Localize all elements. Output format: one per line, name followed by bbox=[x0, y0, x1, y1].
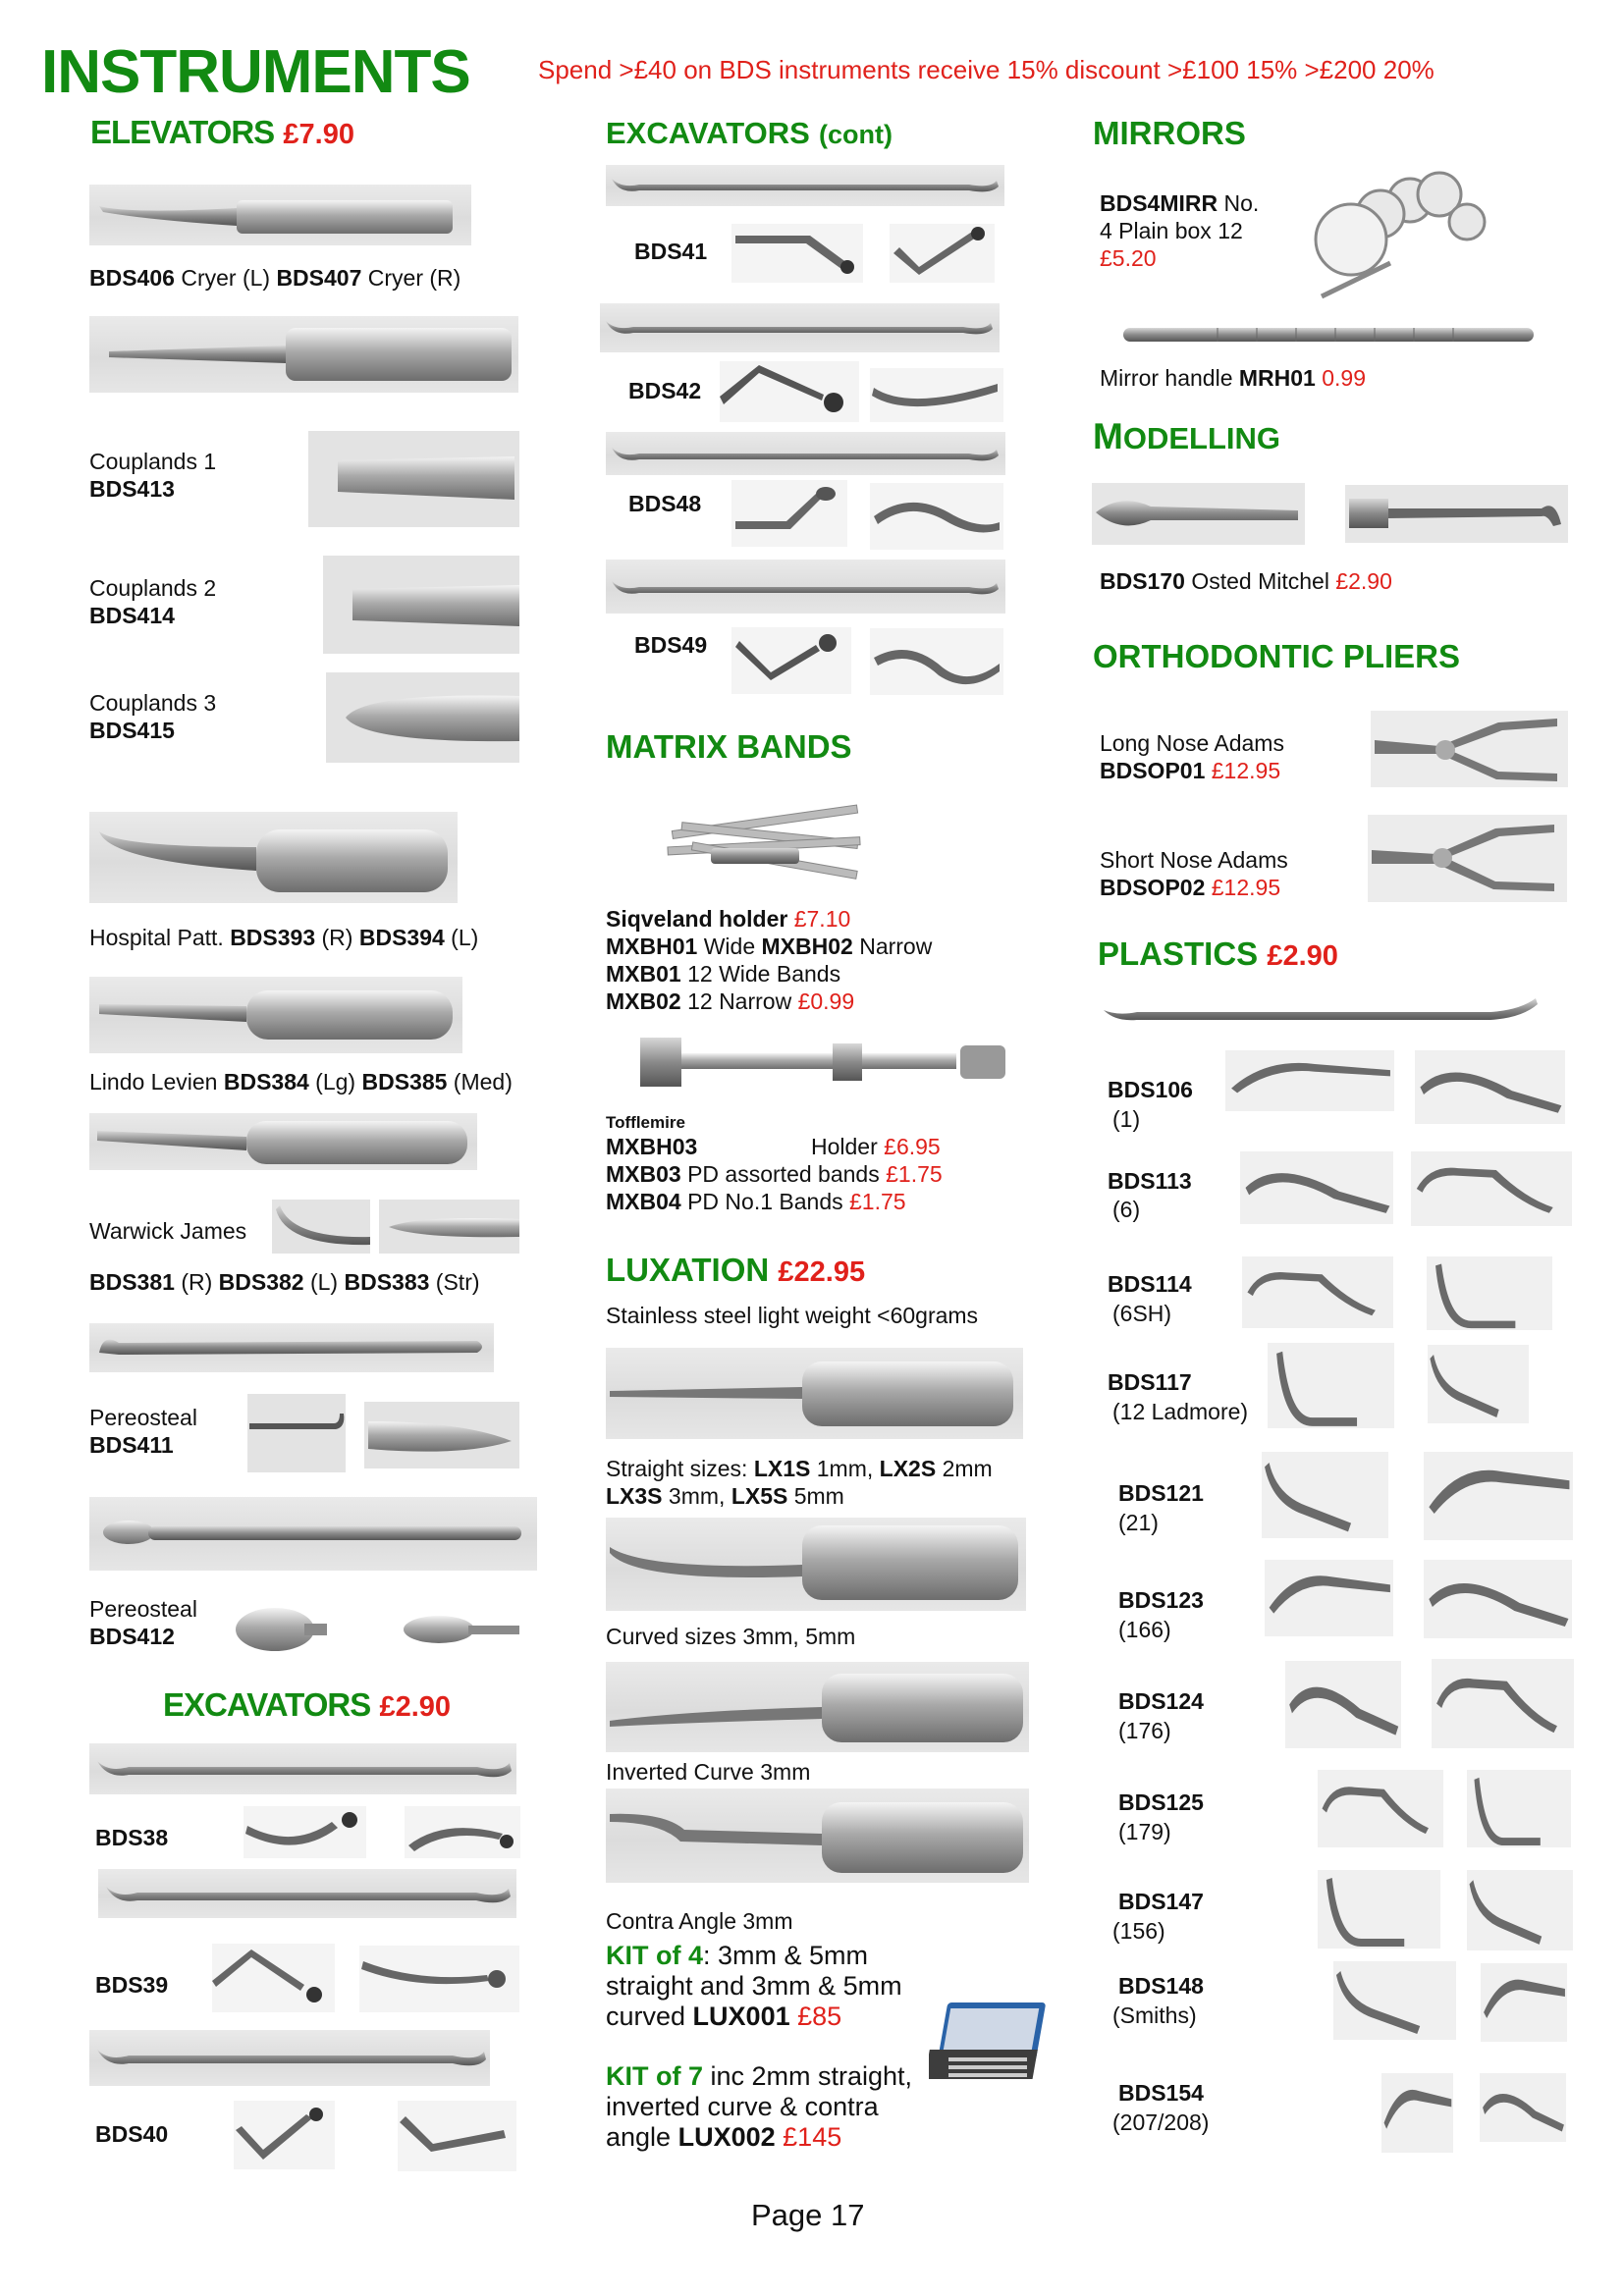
plastics-item-code: BDS148 bbox=[1118, 1973, 1204, 1999]
plastics-item-number: (6SH) bbox=[1112, 1301, 1172, 1326]
luxation-straight-line-2: LX3S 3mm, LX5S 5mm bbox=[606, 1483, 844, 1509]
plastics-item-image bbox=[1415, 1050, 1565, 1124]
bds38-tip-image-2 bbox=[405, 1806, 520, 1858]
section-title-initial: M bbox=[1093, 416, 1123, 456]
bds39-image bbox=[98, 1869, 516, 1918]
tofflemire-image bbox=[636, 1028, 1009, 1098]
pereosteal2-tip-image-2 bbox=[400, 1602, 519, 1656]
plastics-item-image bbox=[1467, 1770, 1571, 1847]
kit7-line-1: KIT of 7 inc 2mm straight, bbox=[606, 2061, 913, 2091]
section-price: £22.95 bbox=[778, 1256, 866, 1288]
section-price: £7.90 bbox=[283, 119, 354, 150]
section-excavators bbox=[163, 1686, 451, 1726]
lindo-caption: Lindo Levien BDS384 (Lg) BDS385 (Med) bbox=[89, 1069, 513, 1095]
long-nose-code-line: BDSOP01 £12.95 bbox=[1100, 758, 1281, 783]
section-title: EXCAVATORS bbox=[606, 116, 810, 150]
osted-mitchel-image-2 bbox=[1345, 485, 1568, 543]
kit4-line-3: curved LUX001 £85 bbox=[606, 2002, 842, 2031]
mirrors-price: £5.20 bbox=[1100, 245, 1157, 271]
plastics-item-code: BDS147 bbox=[1118, 1889, 1204, 1914]
bds40-tip-image-1 bbox=[234, 2101, 335, 2169]
bds48-label: BDS48 bbox=[628, 491, 702, 516]
long-nose-name: Long Nose Adams bbox=[1100, 730, 1284, 756]
mirrors-line-1: BDS4MIRR No. bbox=[1100, 190, 1260, 216]
plastics-item-code: BDS154 bbox=[1118, 2080, 1204, 2106]
pereosteal2-name: Pereosteal bbox=[89, 1596, 197, 1622]
kit4-line-1: KIT of 4: 3mm & 5mm bbox=[606, 1941, 869, 1970]
bds41-label: BDS41 bbox=[634, 239, 708, 264]
tofflemire-line-1: MXBH03 bbox=[606, 1134, 698, 1159]
plastics-item-number: (166) bbox=[1118, 1617, 1171, 1642]
luxation-contra-image bbox=[606, 1789, 1029, 1883]
pereosteal1-tip-image-1 bbox=[247, 1394, 346, 1472]
couplands1-image bbox=[308, 431, 519, 527]
plastics-item-image bbox=[1318, 1770, 1443, 1847]
pereosteal-411-image bbox=[89, 1323, 494, 1372]
bds42-label: BDS42 bbox=[628, 378, 702, 403]
matrix-bands-image bbox=[662, 789, 871, 890]
plastics-item-code: BDS124 bbox=[1118, 1688, 1204, 1714]
section-matrix-bands: MATRIX BANDS bbox=[606, 728, 852, 765]
bds48-image bbox=[606, 432, 1005, 475]
hospital-patt-image bbox=[89, 812, 458, 903]
plastics-item-code: BDS125 bbox=[1118, 1789, 1204, 1815]
kit7-line-3: angle LUX002 £145 bbox=[606, 2122, 842, 2152]
bds39-tip-image-1 bbox=[212, 1944, 335, 2012]
mirror-handle-line: Mirror handle MRH01 0.99 bbox=[1100, 365, 1367, 391]
tofflemire-line-2: MXB03 PD assorted bands £1.75 bbox=[606, 1161, 943, 1187]
pereosteal-412-image bbox=[89, 1497, 537, 1571]
plastics-item-code: BDS106 bbox=[1108, 1077, 1193, 1102]
plastics-item-number: (Smiths) bbox=[1112, 2002, 1197, 2028]
plastics-item-number: (1) bbox=[1112, 1106, 1141, 1132]
luxation-straight-image bbox=[606, 1348, 1023, 1439]
lindo-levien-image bbox=[89, 977, 462, 1053]
plastics-item-code: BDS117 bbox=[1108, 1369, 1192, 1395]
couplands3-code: BDS415 bbox=[89, 718, 175, 743]
couplands2-code: BDS414 bbox=[89, 603, 175, 628]
luxation-contra-label: Contra Angle 3mm bbox=[606, 1908, 793, 1934]
pereosteal2-code: BDS412 bbox=[89, 1624, 175, 1649]
couplands-elevator-image bbox=[89, 316, 518, 393]
hospital-caption: Hospital Patt. BDS393 (R) BDS394 (L) bbox=[89, 925, 479, 950]
bds49-tip-image-2 bbox=[870, 628, 1003, 695]
luxation-subtitle: Stainless steel light weight <60grams bbox=[606, 1303, 979, 1328]
plastics-item-image bbox=[1424, 1560, 1572, 1638]
luxation-curved-image bbox=[606, 1518, 1026, 1611]
short-nose-pliers-image bbox=[1368, 815, 1567, 902]
section-mirrors: MIRRORS bbox=[1093, 115, 1246, 151]
pereosteal1-name: Pereosteal bbox=[89, 1405, 197, 1430]
section-title: PLASTICS bbox=[1098, 935, 1259, 972]
kit4-line-2: straight and 3mm & 5mm bbox=[606, 1971, 902, 2001]
section-title-suffix: (cont) bbox=[819, 120, 893, 149]
luxation-straight-line-1: Straight sizes: LX1S 1mm, LX2S 2mm bbox=[606, 1456, 993, 1481]
osted-mitchel-image-1 bbox=[1092, 483, 1305, 545]
warwick-tip-image-2 bbox=[379, 1200, 519, 1254]
pereosteal2-tip-image-1 bbox=[236, 1602, 327, 1656]
section-price: £2.90 bbox=[379, 1691, 452, 1723]
couplands2-image bbox=[323, 556, 519, 654]
bds38-tip-image-1 bbox=[244, 1806, 366, 1858]
tofflemire-holder: Holder £6.95 bbox=[811, 1134, 941, 1159]
plastics-item-number: (21) bbox=[1118, 1510, 1159, 1535]
plastics-item-number: (156) bbox=[1112, 1918, 1165, 1944]
plastics-item-code: BDS123 bbox=[1118, 1587, 1204, 1613]
section-price: £2.90 bbox=[1267, 940, 1338, 972]
plastics-item-image bbox=[1265, 1560, 1393, 1636]
section-excavators-cont bbox=[606, 114, 893, 153]
bds38-image bbox=[89, 1743, 516, 1794]
pereosteal1-code: BDS411 bbox=[89, 1432, 174, 1458]
warwick-name: Warwick James bbox=[89, 1218, 247, 1244]
plastics-item-number: (179) bbox=[1118, 1819, 1171, 1844]
plastics-item-image bbox=[1424, 1452, 1573, 1540]
bds42-tip-image-1 bbox=[720, 361, 859, 422]
section-title: LUXATION bbox=[606, 1252, 770, 1288]
matrix-line-3: MXB01 12 Wide Bands bbox=[606, 961, 841, 987]
page-number: Page 17 bbox=[751, 2198, 865, 2232]
warwick-tip-image-1 bbox=[272, 1200, 370, 1254]
couplands3-name: Couplands 3 bbox=[89, 690, 217, 716]
bds42-tip-image-2 bbox=[870, 368, 1003, 422]
promo-text: Spend >£40 on BDS instruments receive 15% discount >£100 15% >£200 20% bbox=[538, 55, 1435, 84]
plastics-item-image bbox=[1481, 1963, 1567, 2042]
bds41-tip-image-2 bbox=[890, 224, 995, 283]
bds38-label: BDS38 bbox=[95, 1825, 169, 1850]
plastics-item-number: (12 Ladmore) bbox=[1112, 1399, 1249, 1424]
plastics-item-code: BDS114 bbox=[1108, 1271, 1192, 1297]
mirrors-image bbox=[1282, 169, 1490, 304]
plastics-item-image bbox=[1268, 1343, 1394, 1428]
luxation-inverted-label: Inverted Curve 3mm bbox=[606, 1759, 811, 1785]
plastics-item-number: (6) bbox=[1112, 1197, 1141, 1222]
bds48-tip-image-1 bbox=[731, 480, 847, 547]
plastics-item-image bbox=[1240, 1151, 1393, 1224]
plastics-item-image bbox=[1242, 1256, 1393, 1328]
cryer-elevator-image bbox=[89, 185, 471, 245]
short-nose-code-line: BDSOP02 £12.95 bbox=[1100, 875, 1281, 900]
osted-mitchel-line: BDS170 Osted Mitchel £2.90 bbox=[1100, 568, 1392, 594]
mirrors-line-2: 4 Plain box 12 bbox=[1100, 218, 1243, 243]
plastics-item-image bbox=[1428, 1345, 1529, 1423]
couplands1-name: Couplands 1 bbox=[89, 449, 217, 474]
short-nose-name: Short Nose Adams bbox=[1100, 847, 1288, 873]
luxation-curved-label: Curved sizes 3mm, 5mm bbox=[606, 1624, 856, 1649]
warwick-james-image bbox=[89, 1113, 477, 1170]
cryer-caption: BDS406 Cryer (L) BDS407 Cryer (R) bbox=[89, 265, 461, 291]
bds39-label: BDS39 bbox=[95, 1972, 169, 1998]
luxation-kit-image bbox=[929, 1999, 1052, 2095]
bds41-tip-image-1 bbox=[731, 224, 863, 283]
plastics-item-image bbox=[1432, 1659, 1574, 1748]
section-elevators bbox=[90, 114, 354, 153]
matrix-line-2: MXBH01 Wide MXBH02 Narrow bbox=[606, 934, 933, 959]
kit7-line-2: inverted curve & contra bbox=[606, 2092, 879, 2121]
section-orthodontic-pliers: ORTHODONTIC PLIERS bbox=[1093, 638, 1461, 674]
couplands3-image bbox=[326, 672, 519, 763]
bds49-image bbox=[606, 560, 1005, 614]
bds42-image bbox=[600, 303, 1000, 352]
plastics-item-code: BDS113 bbox=[1108, 1168, 1192, 1194]
long-nose-pliers-image bbox=[1371, 711, 1568, 787]
bds49-label: BDS49 bbox=[634, 632, 708, 658]
pereosteal1-tip-image-2 bbox=[364, 1402, 519, 1468]
luxation-inverted-image bbox=[606, 1662, 1029, 1752]
bds40-label: BDS40 bbox=[95, 2121, 169, 2147]
plastics-item-number: (207/208) bbox=[1112, 2109, 1210, 2135]
plastics-item-image bbox=[1333, 1961, 1456, 2040]
bds48-tip-image-2 bbox=[870, 483, 1003, 550]
plastics-item-number: (176) bbox=[1118, 1718, 1171, 1743]
section-plastics bbox=[1098, 935, 1338, 975]
bds49-tip-image-1 bbox=[731, 627, 851, 694]
couplands1-code: BDS413 bbox=[89, 476, 175, 502]
siqveland-line: Siqveland holder £7.10 bbox=[606, 906, 851, 932]
section-luxation bbox=[606, 1252, 865, 1291]
mirror-handle-image bbox=[1119, 318, 1538, 352]
plastics-item-image bbox=[1381, 2073, 1453, 2153]
couplands2-name: Couplands 2 bbox=[89, 575, 217, 601]
plastics-item-image bbox=[1467, 1870, 1573, 1950]
bds39-tip-image-2 bbox=[359, 1946, 519, 2012]
tofflemire-line-3: MXB04 PD No.1 Bands £1.75 bbox=[606, 1189, 906, 1214]
bds41-image bbox=[606, 165, 1004, 206]
plastics-item-image bbox=[1262, 1452, 1388, 1538]
plastics-item-image bbox=[1427, 1256, 1552, 1330]
tofflemire-label: Tofflemire bbox=[606, 1113, 685, 1132]
matrix-line-4: MXB02 12 Narrow £0.99 bbox=[606, 988, 855, 1014]
plastics-item-image bbox=[1480, 2073, 1566, 2142]
bds40-image bbox=[89, 2030, 490, 2086]
page-title: INSTRUMENTS bbox=[41, 38, 470, 106]
warwick-codes: BDS381 (R) BDS382 (L) BDS383 (Str) bbox=[89, 1269, 480, 1295]
section-title: ELEVATORS bbox=[90, 114, 275, 150]
section-title: ODELLING bbox=[1122, 421, 1280, 455]
plastics-item-image bbox=[1285, 1661, 1401, 1748]
plastics-item-image bbox=[1318, 1870, 1440, 1949]
plastics-item-image bbox=[1411, 1151, 1572, 1226]
bds40-tip-image-2 bbox=[398, 2101, 516, 2171]
plastics-item-code: BDS121 bbox=[1118, 1480, 1204, 1506]
plastics-item-image bbox=[1225, 1050, 1394, 1111]
plastics-instrument-image bbox=[1098, 990, 1542, 1033]
section-modelling bbox=[1093, 418, 1280, 457]
section-title: EXCAVATORS bbox=[163, 1686, 371, 1723]
